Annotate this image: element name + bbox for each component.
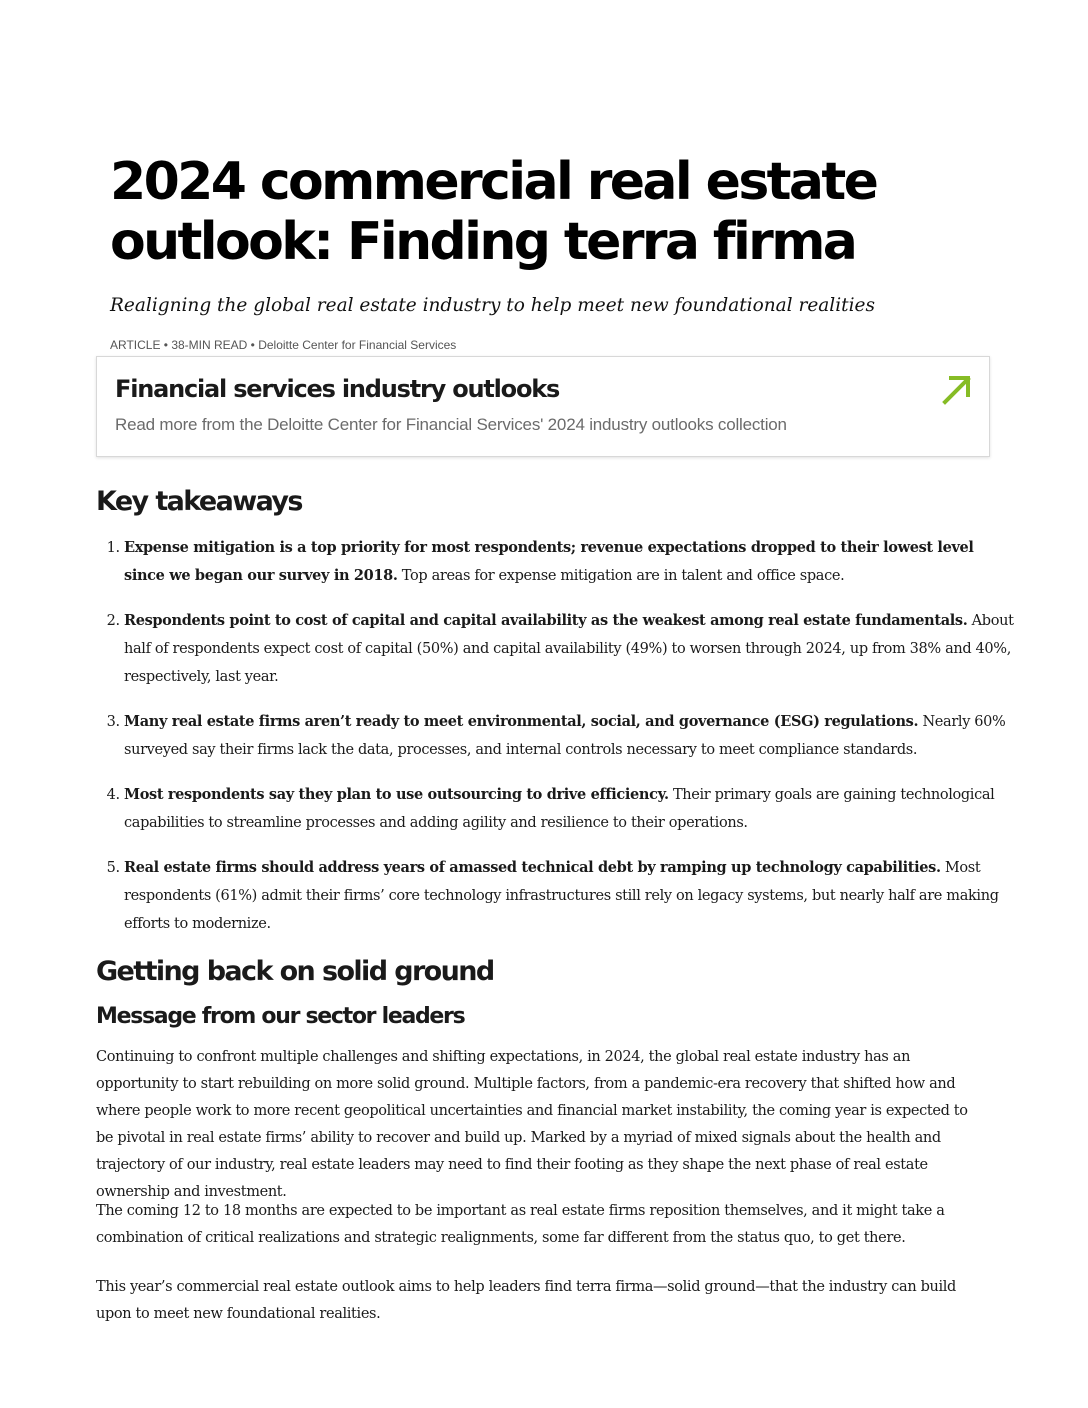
takeaway-bold: Most respondents say they plan to use outsourcing to drive efficiency. <box>124 786 669 803</box>
section-heading: Getting back on solid ground <box>96 956 494 987</box>
body-paragraph: This year’s commercial real estate outlook aims to help leaders find terra firma—solid ground—that the industry can build upon to meet new foundational realities. <box>96 1279 956 1322</box>
list-item <box>124 607 1014 691</box>
card-title: Financial services industry outlooks <box>115 375 560 403</box>
takeaway-bold: Respondents point to cost of capital and capital availability as the weakest among real estate fundamentals. <box>124 612 968 629</box>
takeaway-text: About half of respondents expect cost of capital (50%) and capital availability (49%) to worsen through 2024, up from 38% and 40%, respectively, last year. <box>124 613 1014 685</box>
article-title: 2024 commercial real estate outlook: Finding terra firma <box>110 152 877 272</box>
body-paragraph: The coming 12 to 18 months are expected to be important as real estate firms reposition themselves, and it might take a combination of critical realizations and strategic realignments, some far different from the status quo, to get there. <box>96 1203 945 1246</box>
takeaway-text: Their primary goals are gaining technological capabilities to streamline processes and adding agility and resilience to their operations. <box>124 787 995 831</box>
body-paragraph: Continuing to confront multiple challenges and shifting expectations, in 2024, the global real estate industry has an opportunity to start rebuilding on more solid ground. Multiple factors, from a pandemic-era recovery that shifted how and where people work to more recent geopolitical uncertainties and financial market instability, the coming year is expected to be pivotal in real estate firms’ ability to recover and build up. Marked by a myriad of mixed signals about the health and trajectory of our industry, real estate leaders may need to find their footing as they shape the next phase of real estate ownership and investment. <box>96 1049 968 1200</box>
takeaways-list <box>96 534 1014 955</box>
takeaway-text: Most respondents (61%) admit their firms’ core technology infrastructures still rely on legacy systems, but nearly half are making efforts to modernize. <box>124 860 999 932</box>
takeaway-bold: Expense mitigation is a top priority for most respondents; revenue expectations dropped to their lowest level since we began our survey in 2018. <box>124 539 974 584</box>
takeaway-bold: Real estate firms should address years of amassed technical debt by ramping up technology capabilities. <box>124 859 941 876</box>
key-takeaways-heading: Key takeaways <box>96 486 302 517</box>
article-meta: ARTICLE • 38-MIN READ • Deloitte Center for Financial Services <box>110 338 457 352</box>
outlooks-collection-card[interactable] <box>96 356 990 457</box>
takeaway-text: Top areas for expense mitigation are in talent and office space. <box>397 568 845 584</box>
list-item <box>124 708 1014 764</box>
article-subtitle: Realigning the global real estate industry to help meet new foundational realities <box>110 295 875 316</box>
card-description: Read more from the Deloitte Center for Financial Services' 2024 industry outlooks collection <box>115 415 787 434</box>
list-item <box>124 534 1014 590</box>
section-subheading: Message from our sector leaders <box>96 1004 465 1029</box>
takeaway-bold: Many real estate firms aren’t ready to meet environmental, social, and governance (ESG) regulations. <box>124 713 919 730</box>
takeaway-text: Nearly 60% surveyed say their firms lack the data, processes, and internal controls necessary to meet compliance standards. <box>124 714 1006 758</box>
arrow-up-right-icon[interactable] <box>941 373 973 405</box>
list-item <box>124 781 1014 837</box>
list-item <box>124 854 1014 938</box>
